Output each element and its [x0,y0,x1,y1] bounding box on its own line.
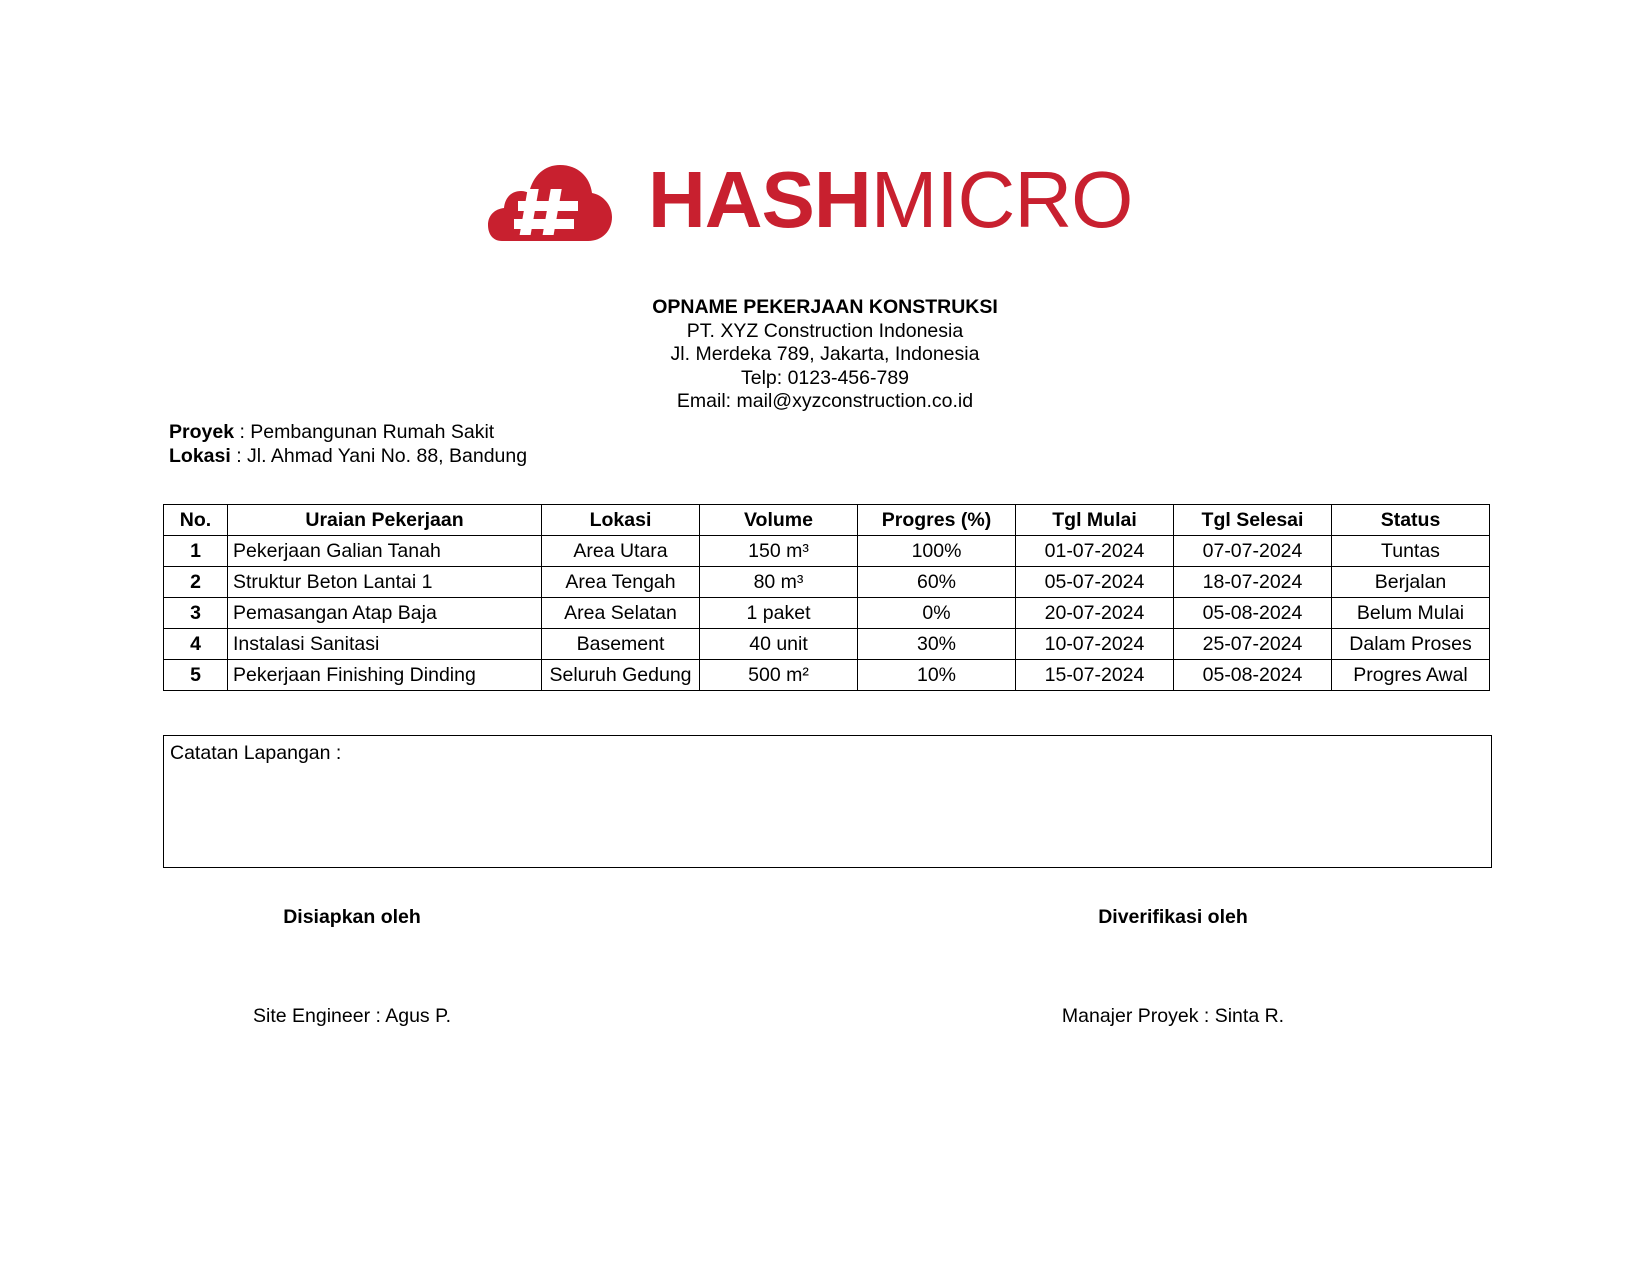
location-label: Lokasi [169,444,231,467]
cell-start-date: 05-07-2024 [1016,567,1174,598]
table-row [164,629,1490,660]
col-header-start-date: Tgl Mulai [1016,505,1174,536]
cell-volume: 40 unit [700,629,858,660]
cell-end-date: 07-07-2024 [1174,536,1332,567]
cell-description: Pekerjaan Finishing Dinding [228,660,542,691]
cell-location: Seluruh Gedung [542,660,700,691]
col-header-end-date: Tgl Selesai [1174,505,1332,536]
cell-volume: 1 paket [700,598,858,629]
cell-status: Berjalan [1332,567,1490,598]
cell-location: Area Selatan [542,598,700,629]
cell-description: Pemasangan Atap Baja [228,598,542,629]
field-notes-box [163,735,1492,868]
cell-progress: 10% [858,660,1016,691]
col-header-description: Uraian Pekerjaan [228,505,542,536]
document-title: OPNAME PEKERJAAN KONSTRUKSI [652,296,998,318]
work-table [163,504,1490,691]
cell-description: Pekerjaan Galian Tanah [228,536,542,567]
cell-no: 4 [164,629,228,660]
cell-status: Belum Mulai [1332,598,1490,629]
col-header-status: Status [1332,505,1490,536]
cell-end-date: 05-08-2024 [1174,660,1332,691]
cell-no: 1 [164,536,228,567]
cloud-hash-icon [488,159,612,241]
company-email: Email: mail@xyzconstruction.co.id [676,390,974,412]
col-header-location: Lokasi [542,505,700,536]
company-address: Jl. Merdeka 789, Jakarta, Indonesia [670,343,980,365]
logo-text-light: MICRO [870,155,1133,244]
cell-no: 5 [164,660,228,691]
cell-description: Instalasi Sanitasi [228,629,542,660]
logo-text-bold: HASH [648,155,871,244]
verified-by-name: Manajer Proyek : Sinta R. [1061,1005,1285,1027]
project-line [169,421,527,445]
cell-location: Basement [542,629,700,660]
document-header [0,296,1650,414]
prepared-by-name: Site Engineer : Agus P. [252,1005,452,1027]
cell-start-date: 01-07-2024 [1016,536,1174,567]
cell-progress: 30% [858,629,1016,660]
col-header-volume: Volume [700,505,858,536]
cell-progress: 60% [858,567,1016,598]
col-header-no: No. [164,505,228,536]
prepared-by-label: Disiapkan oleh [283,906,421,928]
project-label: Proyek [169,421,235,443]
cell-volume: 500 m² [700,660,858,691]
cell-start-date: 10-07-2024 [1016,629,1174,660]
company-logo [488,155,1133,244]
cell-no: 3 [164,598,228,629]
table-row [164,660,1490,691]
company-name: PT. XYZ Construction Indonesia [686,319,964,342]
cell-description: Struktur Beton Lantai 1 [228,567,542,598]
table-header-row [164,505,1490,536]
field-notes-label: Catatan Lapangan : [170,742,342,764]
verified-by-label: Diverifikasi oleh [1098,906,1248,928]
table-row [164,598,1490,629]
cell-end-date: 25-07-2024 [1174,629,1332,660]
project-meta [169,421,527,468]
cell-progress: 100% [858,536,1016,567]
cell-status: Dalam Proses [1332,629,1490,660]
cell-start-date: 15-07-2024 [1016,660,1174,691]
col-header-progress: Progres (%) [858,505,1016,536]
cell-status: Tuntas [1332,536,1490,567]
cell-end-date: 05-08-2024 [1174,598,1332,629]
location-line [169,445,527,469]
cell-location: Area Utara [542,536,700,567]
signature-prepared [152,906,552,1028]
cell-start-date: 20-07-2024 [1016,598,1174,629]
cell-volume: 80 m³ [700,567,858,598]
signature-verified [973,906,1373,1028]
cell-volume: 150 m³ [700,536,858,567]
project-value: : Pembangunan Rumah Sakit [234,421,495,443]
cell-location: Area Tengah [542,567,700,598]
location-value: : Jl. Ahmad Yani No. 88, Bandung [230,444,528,467]
table-row [164,536,1490,567]
cell-end-date: 18-07-2024 [1174,567,1332,598]
cell-no: 2 [164,567,228,598]
cell-progress: 0% [858,598,1016,629]
company-phone: Telp: 0123-456-789 [740,366,910,389]
logo-wordmark [648,155,1133,244]
cell-status: Progres Awal [1332,660,1490,691]
table-row [164,567,1490,598]
